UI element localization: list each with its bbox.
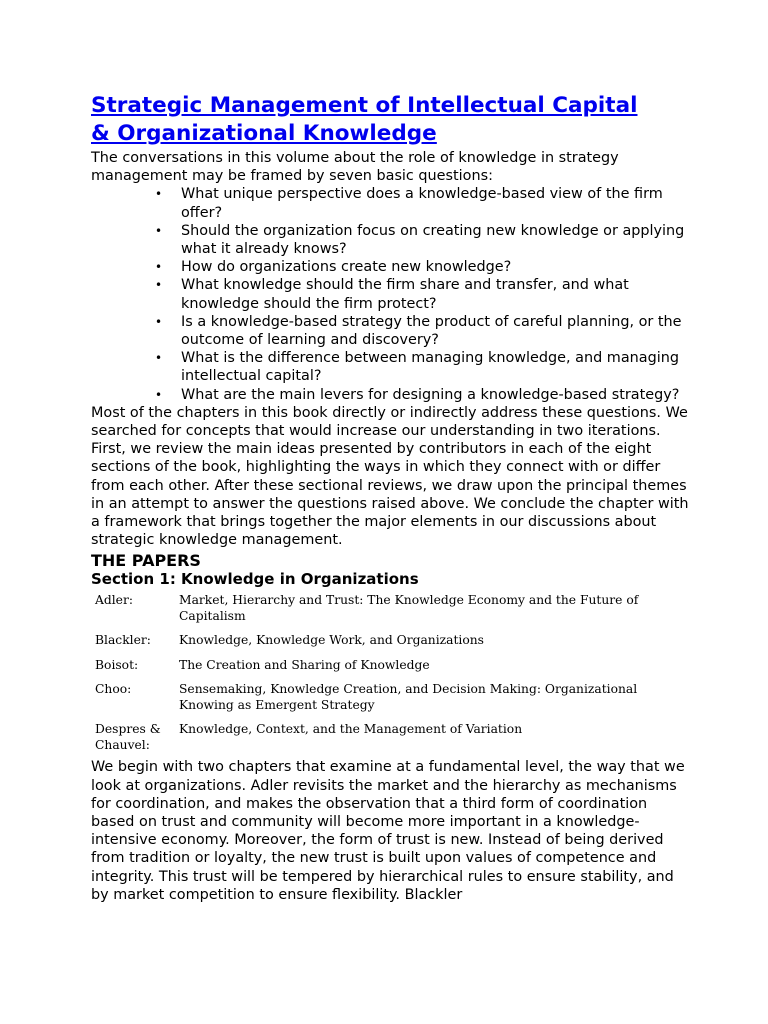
bullet-icon: • (155, 278, 163, 293)
list-item (91, 222, 691, 258)
title-line-1: Strategic Management of Intellectual Capital (91, 93, 638, 118)
list-item (91, 258, 691, 276)
list-item (91, 386, 691, 404)
paper-title: Sensemaking, Knowledge Creation, and Decision Making: Organizational Knowing as Emergent Strategy (179, 682, 638, 712)
paper-author: Boisot: (95, 657, 139, 672)
bullet-icon: • (155, 314, 163, 329)
papers-table (92, 593, 679, 762)
bullet-icon: • (155, 260, 163, 275)
question-text: What are the main levers for designing a knowledge-based strategy? (181, 386, 680, 403)
table-row (92, 658, 679, 683)
questions-list (91, 185, 691, 403)
question-text: What knowledge should the firm share and transfer, and what knowledge should the firm protect? (181, 277, 629, 312)
document-content (91, 92, 691, 904)
question-text: Should the organization focus on creating new knowledge or applying what it already knows? (181, 222, 685, 258)
list-item (91, 276, 691, 312)
question-text: What is the difference between managing knowledge, and managing intellectual capital? (181, 350, 679, 385)
bullet-icon: • (155, 223, 163, 238)
question-text: Is a knowledge-based strategy the product of careful planning, or the outcome of learning and discovery? (181, 313, 682, 349)
table-row (92, 682, 679, 722)
title-line-2: & Organizational Knowledge (91, 121, 437, 146)
paper-title: Knowledge, Knowledge Work, and Organizations (179, 633, 484, 648)
intro-paragraph: The conversations in this volume about the role of knowledge in strategy management may be framed by seven basic questions: (91, 150, 619, 185)
table-row (92, 593, 679, 633)
question-text: What unique perspective does a knowledge-based view of the firm offer? (181, 186, 663, 221)
paper-title: Knowledge, Context, and the Management of Variation (179, 722, 523, 737)
section-1-heading: Section 1: Knowledge in Organizations (91, 570, 419, 589)
document-title (91, 92, 691, 148)
list-item (91, 349, 691, 385)
table-row (92, 633, 679, 658)
paper-author: Adler: (95, 593, 133, 608)
title-link[interactable] (91, 93, 637, 146)
bullet-icon: • (155, 187, 163, 202)
paper-author: Choo: (95, 682, 132, 697)
section-1-paragraph: We begin with two chapters that examine at a fundamental level, the way that we look at organizations. Adler revisits the market and the hierarchy as mechanisms for coordination, and makes the observation that a third form of coordination based on trust and community will become more important in a knowledge-intensive economy. Moreover, the form of trust is new. Instead of being derived from tradition or loyalty, the new trust is built upon values of competence and integrity. This trust will be tempered by hierarchical rules to ensure stability, and by market competition to ensure flexibility. Blackler (91, 759, 685, 903)
paper-title: Market, Hierarchy and Trust: The Knowledge Economy and the Future of Capitalism (179, 593, 639, 623)
list-item (91, 185, 691, 221)
bullet-icon: • (155, 387, 163, 402)
list-item (91, 313, 691, 349)
papers-heading: THE PAPERS (91, 551, 201, 571)
paper-author: Despres & Chauvel: (95, 722, 161, 752)
paper-author: Blackler: (95, 633, 151, 648)
paper-title: The Creation and Sharing of Knowledge (179, 657, 430, 672)
question-text: How do organizations create new knowledge? (181, 259, 512, 276)
table-row (92, 722, 679, 762)
bullet-icon: • (155, 351, 163, 366)
overview-paragraph: Most of the chapters in this book directly or indirectly address these questions. We searched for concepts that would increase our understanding in two iterations. First, we review the main ideas presented by contributors in each of the eight sections of the book, highlighting the ways in which they connect with or differ from each other. After these sectional reviews, we draw upon the principal themes in an attempt to answer the questions raised above. We conclude the chapter with a framework that brings together the major elements in our discussions about strategic knowledge management. (91, 404, 689, 549)
